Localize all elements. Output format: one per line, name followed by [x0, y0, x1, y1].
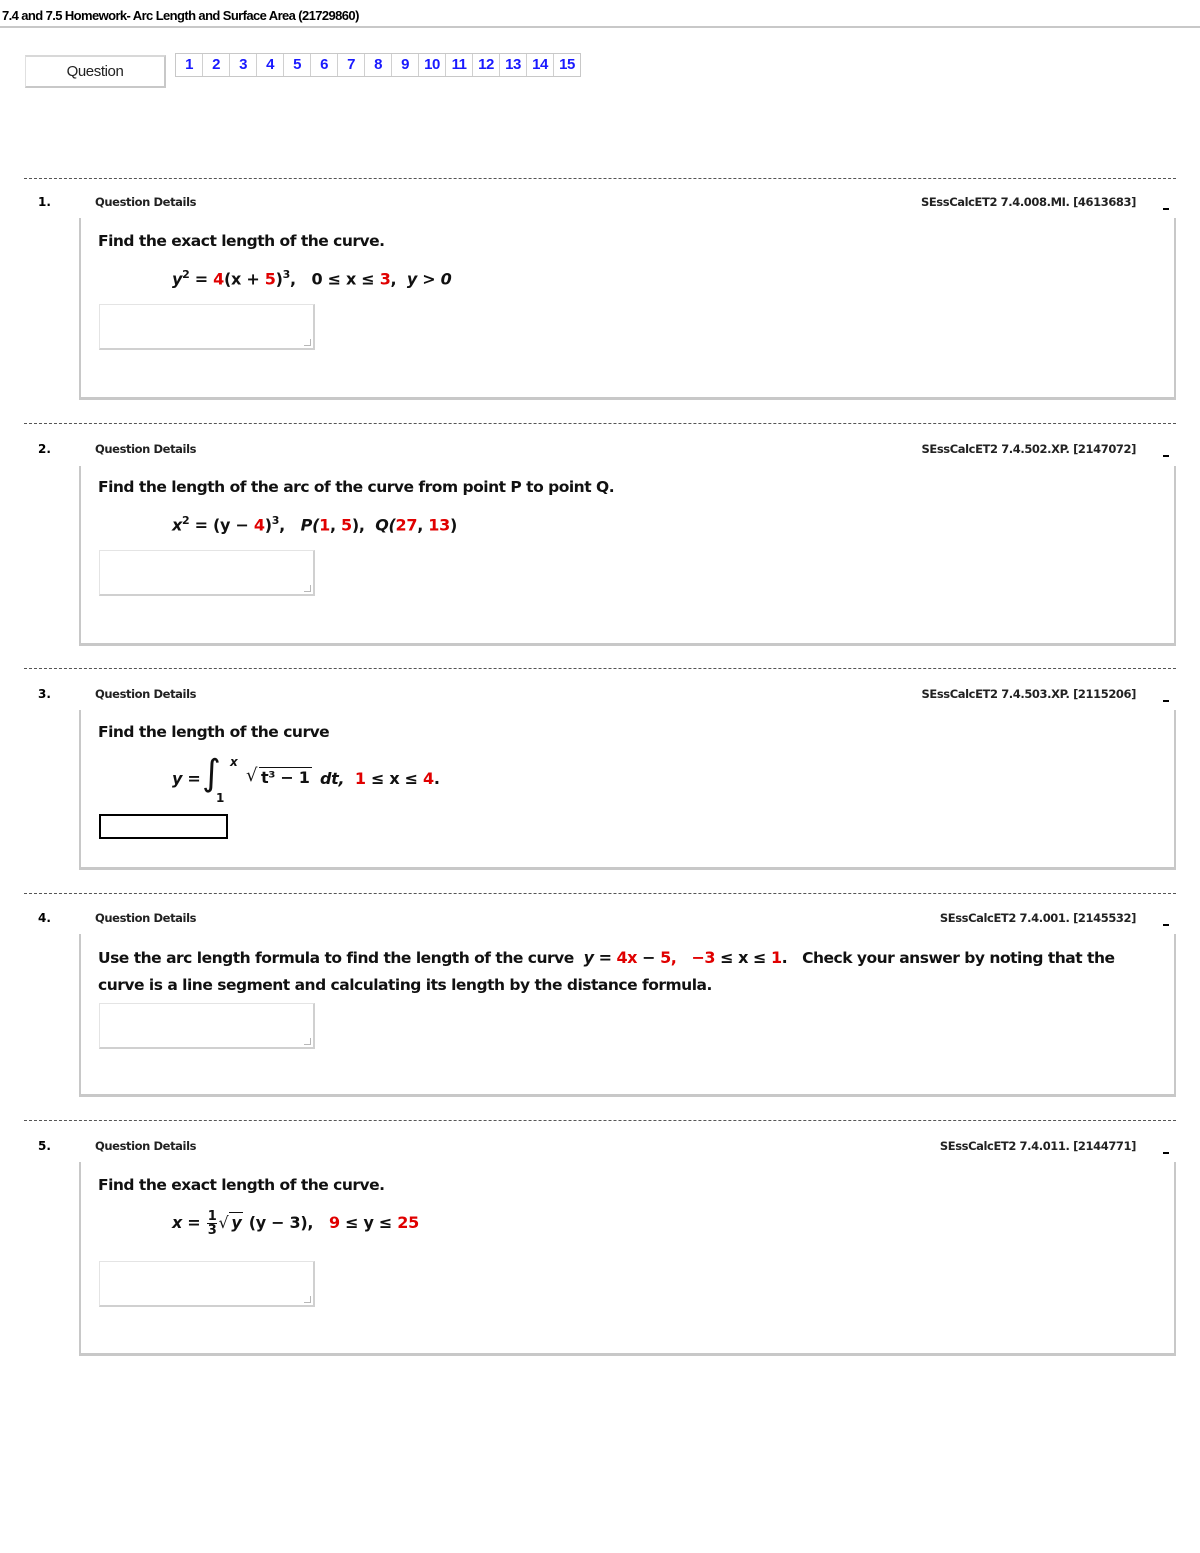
eq-term: − [642, 948, 655, 967]
question-nav-link[interactable]: 14 [527, 54, 554, 76]
eq-term: ≤ y ≤ [345, 1213, 393, 1232]
question-number: 5. [38, 1139, 51, 1153]
question-nav-link[interactable]: 13 [500, 54, 527, 76]
resize-handle-icon[interactable] [304, 1038, 311, 1045]
eq-value: 4 [423, 769, 434, 788]
eq-term: (y − 3), [248, 1213, 314, 1232]
eq-value: 1 [770, 948, 782, 967]
eq-radicand [229, 1212, 243, 1232]
question-equation: $x^2 = (y - 4)^3$, P(1, 5), Q(27, 13) [172, 514, 457, 535]
question-prompt [98, 944, 1158, 999]
eq-term: Q( [375, 515, 396, 535]
collapse-toggle[interactable] [1163, 1152, 1169, 1154]
question-reference: SEssCalcET2 7.4.502.XP. [2147072] [921, 442, 1136, 456]
eq-value: 5 [264, 269, 276, 289]
eq-term: . [433, 769, 440, 788]
eq-value: 25 [397, 1213, 419, 1232]
eq-value: 3 [379, 269, 391, 289]
question-nav-link[interactable]: 2 [203, 54, 230, 76]
integral-sign: ∫ [202, 753, 221, 794]
eq-term: ) [275, 269, 283, 289]
question-reference: SEssCalcET2 7.4.001. [2145532] [939, 911, 1136, 925]
eq-term: x [172, 515, 183, 535]
resize-handle-icon[interactable] [304, 1296, 311, 1303]
question-nav-link[interactable]: 5 [284, 54, 311, 76]
eq-term: ≤ x ≤ [720, 948, 766, 967]
question-nav-link[interactable]: 1 [176, 54, 203, 76]
eq-value: 4 [253, 515, 265, 535]
question-details-label: Question Details [95, 911, 197, 925]
question-number: 3. [38, 687, 51, 701]
eq-exponent: 3 [271, 514, 280, 527]
eq-value: 4x [616, 948, 637, 967]
prompt-text: curve is a line segment and calculating its length by the distance formula. [98, 976, 712, 994]
collapse-toggle[interactable] [1163, 208, 1169, 210]
collapse-toggle[interactable] [1163, 924, 1169, 926]
eq-term: y = [172, 769, 201, 788]
eq-term: , [417, 515, 423, 535]
question-nav-link[interactable]: 12 [473, 54, 500, 76]
eq-term: (x + [224, 269, 260, 289]
eq-term: 0 ≤ x ≤ [311, 269, 375, 289]
eq-fraction [207, 1210, 218, 1237]
eq-value: −3 [691, 948, 716, 967]
question-details-label: Question Details [95, 687, 197, 701]
question-nav-link[interactable]: 9 [392, 54, 419, 76]
assignment-title: 7.4 and 7.5 Homework- Arc Length and Surface Area (21729860) [0, 4, 1200, 28]
eq-term: y [231, 1213, 242, 1232]
prompt-text: Use the arc length formula to find the length of the curve [98, 949, 574, 967]
question-nav-link[interactable]: 6 [311, 54, 338, 76]
answer-input[interactable] [99, 1261, 315, 1307]
eq-term: dt, [320, 769, 345, 788]
eq-term: y > 0 [406, 269, 452, 289]
collapse-toggle[interactable] [1163, 455, 1169, 457]
eq-exponent: 2 [182, 268, 190, 281]
answer-input[interactable] [99, 814, 228, 839]
question-details-label: Question Details [95, 442, 197, 456]
eq-term: P( [300, 515, 320, 535]
question-nav-link[interactable]: 3 [230, 54, 257, 76]
question-nav-link[interactable]: 15 [559, 56, 575, 73]
question-divider [24, 668, 1176, 669]
eq-term: y [172, 269, 183, 289]
resize-handle-icon[interactable] [304, 339, 311, 346]
eq-radicand: t³ − 1 [261, 768, 310, 787]
eq-term: = (y − [194, 515, 249, 535]
answer-input[interactable] [99, 1003, 315, 1049]
question-reference: SEssCalcET2 7.4.011. [2144771] [939, 1139, 1136, 1153]
question-number: 2. [38, 442, 51, 456]
question-nav-link[interactable]: 4 [257, 54, 284, 76]
eq-term: , [329, 515, 336, 535]
eq-value: 9 [329, 1213, 340, 1232]
question-divider [24, 893, 1176, 894]
question-prompt: Find the length of the curve [98, 723, 330, 741]
question-prompt: Find the length of the arc of the curve from point P to point Q. [98, 478, 615, 496]
answer-input[interactable] [99, 550, 315, 596]
eq-limit: x [230, 755, 238, 769]
eq-term: = [194, 269, 208, 289]
question-equation: $y^2 = 4(x + 5)^3$, 0 ≤ x ≤ 3, y > 0 [172, 268, 452, 289]
question-details-label: Question Details [95, 195, 197, 209]
eq-term: y = [583, 948, 612, 967]
eq-value: 27 [395, 515, 418, 535]
question-number: 1. [38, 195, 51, 209]
answer-input[interactable] [99, 304, 315, 350]
eq-value: 4 [213, 269, 225, 289]
question-details-label: Question Details [95, 1139, 197, 1153]
eq-term: x = [172, 1213, 201, 1232]
question-prompt: Find the exact length of the curve. [98, 232, 385, 250]
eq-value: 1 [354, 769, 366, 788]
eq-exponent: 2 [182, 514, 190, 527]
eq-value: 1 [319, 515, 330, 535]
prompt-text: Check your answer by noting that the [802, 949, 1115, 967]
eq-value: 13 [428, 515, 450, 535]
eq-term: ) [449, 515, 457, 535]
question-nav-link[interactable]: 10 [419, 54, 446, 76]
eq-term: . [781, 948, 788, 967]
eq-limit: 1 [216, 791, 225, 805]
question-number: 4. [38, 911, 51, 925]
question-divider [24, 178, 1176, 179]
eq-value: 5 [341, 515, 352, 535]
question-reference: SEssCalcET2 7.4.503.XP. [2115206] [921, 687, 1136, 701]
question-divider [24, 1120, 1176, 1121]
question-nav-link[interactable]: 8 [365, 54, 392, 76]
question-nav-label: Question [25, 55, 166, 88]
fraction-numerator: 1 [207, 1209, 217, 1224]
eq-value: 5, [660, 948, 677, 967]
question-prompt: Find the exact length of the curve. [98, 1176, 385, 1194]
question-nav [175, 53, 581, 77]
eq-term: ≤ x ≤ [370, 769, 418, 788]
sqrt-sign: √ [246, 765, 258, 786]
question-divider [24, 423, 1176, 424]
fraction-denominator: 3 [207, 1223, 217, 1238]
eq-term: ) [264, 515, 272, 535]
question-nav-link[interactable]: 7 [338, 54, 365, 76]
eq-exponent: 3 [282, 268, 290, 281]
question-nav-link[interactable]: 11 [446, 54, 473, 76]
eq-term: ), [351, 515, 365, 535]
question-reference: SEssCalcET2 7.4.008.MI. [4613683] [920, 195, 1136, 209]
collapse-toggle[interactable] [1163, 700, 1169, 702]
question-equation: x = $\frac{1}{3}$ √ y (y − 3), 9 ≤ y ≤ 25 [172, 1209, 419, 1238]
resize-handle-icon[interactable] [304, 585, 311, 592]
